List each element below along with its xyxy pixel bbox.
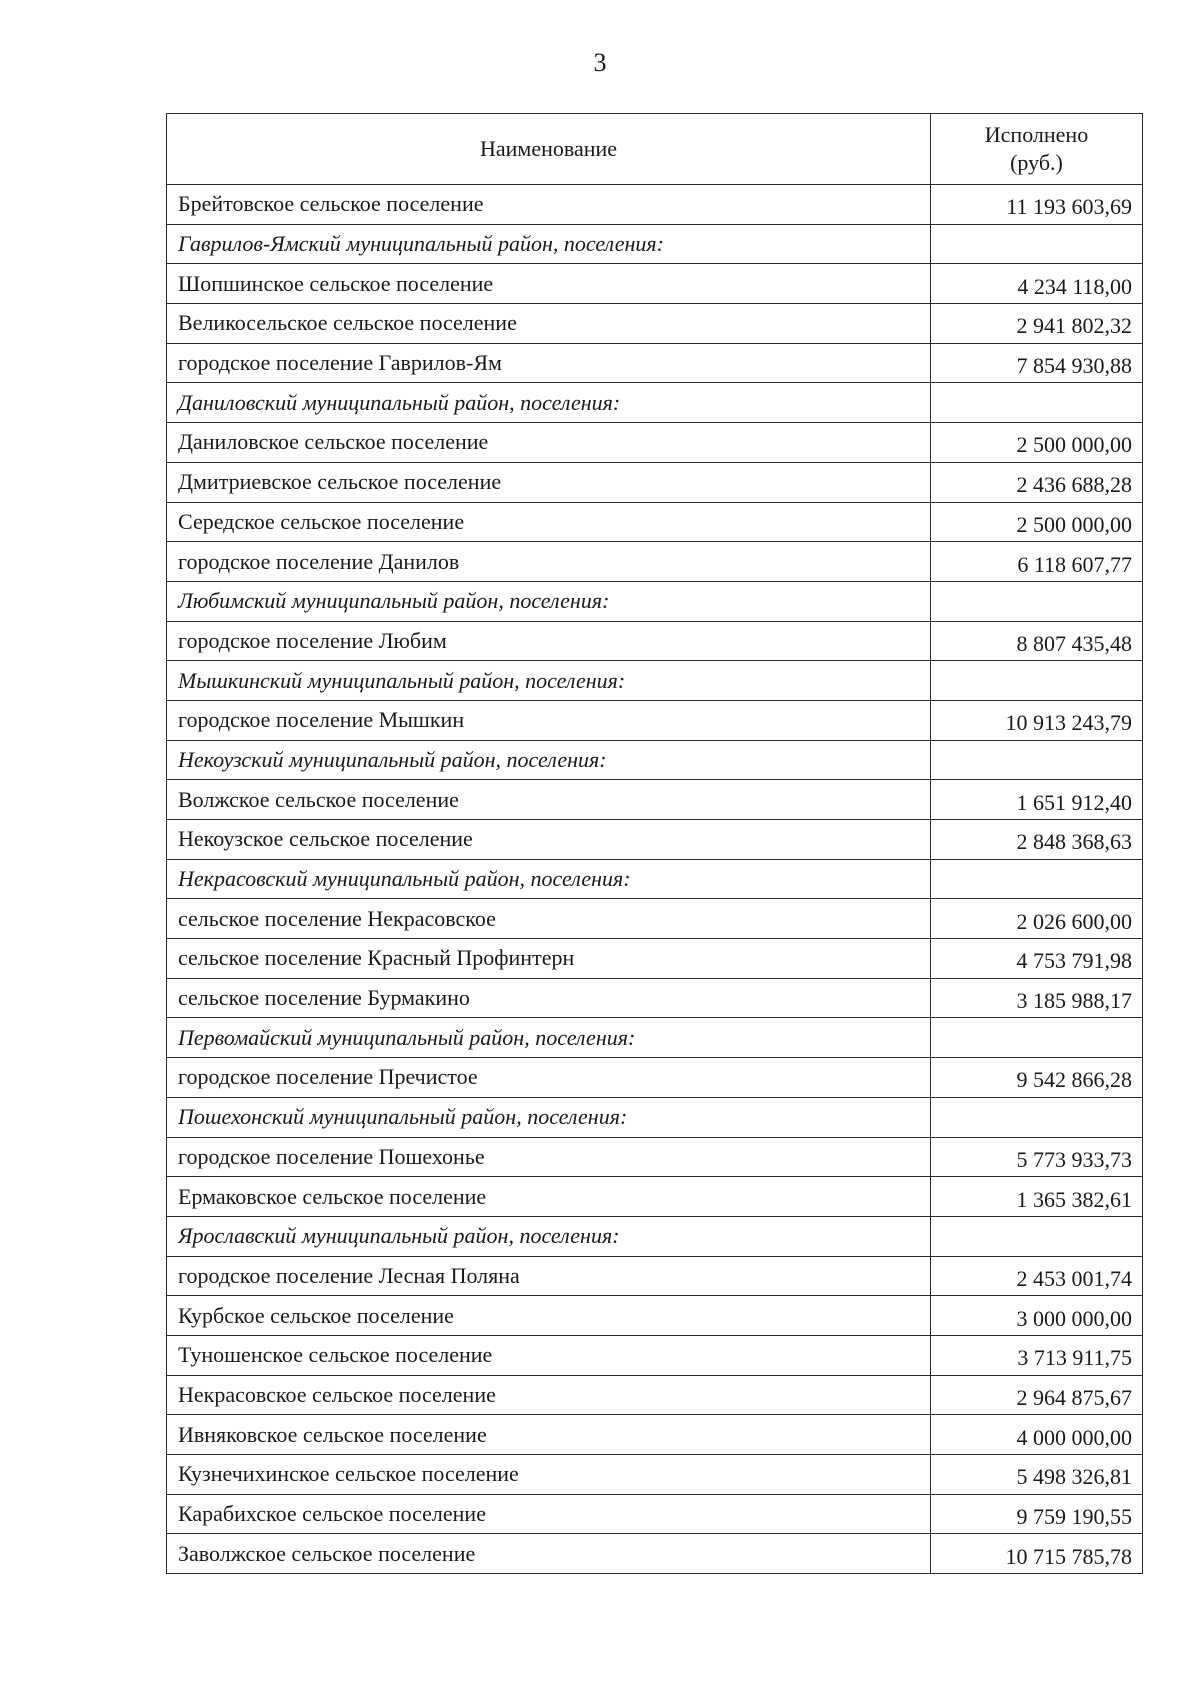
settlement-name-cell: Даниловское сельское поселение [167,423,931,463]
amount-cell: 4 234 118,00 [931,264,1143,304]
amount-cell: 8 807 435,48 [931,621,1143,661]
table-row [167,1177,1143,1217]
table-row [167,1415,1143,1455]
table-group-row [167,859,1143,899]
amount-cell: 6 118 607,77 [931,542,1143,582]
settlement-name-cell: Середское сельское поселение [167,502,931,542]
table-row [167,780,1143,820]
amount-cell [931,1216,1143,1256]
table-row [167,1335,1143,1375]
settlement-name-cell: сельское поселение Некрасовское [167,899,931,939]
amount-cell: 5 773 933,73 [931,1137,1143,1177]
settlement-name-cell: Ермаковское сельское поселение [167,1177,931,1217]
table-row [167,1375,1143,1415]
table-group-row [167,383,1143,423]
amount-cell [931,1018,1143,1058]
table-group-row [167,1216,1143,1256]
page-number: 3 [593,48,607,77]
table-group-row [167,1018,1143,1058]
amount-cell: 2 500 000,00 [931,502,1143,542]
settlement-name-cell: городское поселение Гаврилов-Ям [167,343,931,383]
amount-cell: 5 498 326,81 [931,1455,1143,1495]
header-name: Наименование [167,114,931,185]
amount-cell: 1 651 912,40 [931,780,1143,820]
table-group-row [167,581,1143,621]
settlement-name-cell: сельское поселение Бурмакино [167,978,931,1018]
amount-cell [931,661,1143,701]
settlement-name-cell: Курбское сельское поселение [167,1296,931,1336]
table-row [167,502,1143,542]
amount-cell: 3 000 000,00 [931,1296,1143,1336]
amount-cell: 3 185 988,17 [931,978,1143,1018]
group-name-cell: Даниловский муниципальный район, поселения: [167,383,931,423]
table-group-row [167,224,1143,264]
table-row [167,462,1143,502]
settlement-name-cell: городское поселение Данилов [167,542,931,582]
amount-cell [931,1097,1143,1137]
group-name-cell: Некоузский муниципальный район, поселения: [167,740,931,780]
amount-cell: 9 542 866,28 [931,1058,1143,1098]
table-row [167,978,1143,1018]
table-row [167,899,1143,939]
table-row [167,304,1143,344]
table-group-row [167,661,1143,701]
amount-cell: 2 848 368,63 [931,820,1143,860]
amount-cell: 9 759 190,55 [931,1494,1143,1534]
amount-cell: 4 000 000,00 [931,1415,1143,1455]
table-row [167,264,1143,304]
group-name-cell: Мышкинский муниципальный район, поселения: [167,661,931,701]
amount-cell [931,224,1143,264]
amount-cell: 2 964 875,67 [931,1375,1143,1415]
amount-cell: 2 453 001,74 [931,1256,1143,1296]
settlement-name-cell: сельское поселение Красный Профинтерн [167,939,931,979]
settlement-name-cell: Шопшинское сельское поселение [167,264,931,304]
settlement-name-cell: городское поселение Пречистое [167,1058,931,1098]
amount-cell: 1 365 382,61 [931,1177,1143,1217]
settlement-name-cell: Некоузское сельское поселение [167,820,931,860]
budget-table [166,113,1143,1574]
header-amount-line1: Исполнено [984,122,1089,147]
table-header [167,114,1143,185]
table-row [167,423,1143,463]
group-name-cell: Некрасовский муниципальный район, поселения: [167,859,931,899]
settlement-name-cell: Великосельское сельское поселение [167,304,931,344]
amount-cell: 2 436 688,28 [931,462,1143,502]
amount-cell [931,859,1143,899]
settlement-name-cell: Карабихское сельское поселение [167,1494,931,1534]
settlement-name-cell: Волжское сельское поселение [167,780,931,820]
table-row [167,1455,1143,1495]
settlement-name-cell: городское поселение Любим [167,621,931,661]
table-group-row [167,740,1143,780]
table-row [167,1494,1143,1534]
table-row [167,939,1143,979]
table-row [167,1296,1143,1336]
amount-cell: 4 753 791,98 [931,939,1143,979]
table-row [167,1058,1143,1098]
header-amount-line2: (руб.) [1010,150,1063,175]
group-name-cell: Любимский муниципальный район, поселения: [167,581,931,621]
settlement-name-cell: городское поселение Лесная Поляна [167,1256,931,1296]
table-row [167,700,1143,740]
table-row [167,185,1143,225]
amount-cell: 2 026 600,00 [931,899,1143,939]
amount-cell: 10 715 785,78 [931,1534,1143,1574]
table-row [167,621,1143,661]
header-row [167,114,1143,185]
amount-cell: 11 193 603,69 [931,185,1143,225]
amount-cell [931,740,1143,780]
table-row [167,343,1143,383]
amount-cell: 3 713 911,75 [931,1335,1143,1375]
table-row [167,1534,1143,1574]
table-row [167,820,1143,860]
settlement-name-cell: городское поселение Мышкин [167,700,931,740]
settlement-name-cell: Брейтовское сельское поселение [167,185,931,225]
amount-cell: 2 500 000,00 [931,423,1143,463]
settlement-name-cell: Дмитриевское сельское поселение [167,462,931,502]
settlement-name-cell: Ивняковское сельское поселение [167,1415,931,1455]
amount-cell [931,581,1143,621]
settlement-name-cell: городское поселение Пошехонье [167,1137,931,1177]
amount-cell: 7 854 930,88 [931,343,1143,383]
table-body [167,185,1143,1574]
table-row [167,1137,1143,1177]
amount-cell: 10 913 243,79 [931,700,1143,740]
group-name-cell: Пошехонский муниципальный район, поселения: [167,1097,931,1137]
table-row [167,1256,1143,1296]
settlement-name-cell: Некрасовское сельское поселение [167,1375,931,1415]
table-row [167,542,1143,582]
settlement-name-cell: Заволжское сельское поселение [167,1534,931,1574]
amount-cell [931,383,1143,423]
settlement-name-cell: Туношенское сельское поселение [167,1335,931,1375]
group-name-cell: Гаврилов-Ямский муниципальный район, поселения: [167,224,931,264]
settlement-name-cell: Кузнечихинское сельское поселение [167,1455,931,1495]
amount-cell: 2 941 802,32 [931,304,1143,344]
group-name-cell: Ярославский муниципальный район, поселения: [167,1216,931,1256]
group-name-cell: Первомайский муниципальный район, поселения: [167,1018,931,1058]
header-amount [931,114,1143,185]
table-group-row [167,1097,1143,1137]
budget-table-container [166,113,1142,1574]
